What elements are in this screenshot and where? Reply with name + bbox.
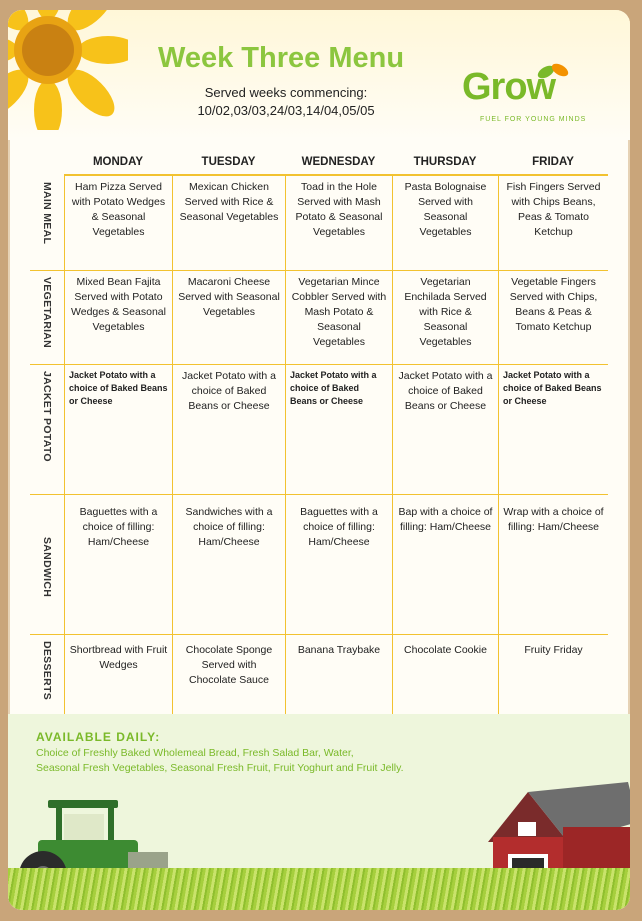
menu-cell: Sandwiches with a choice of filling: Ham/Cheese (172, 494, 285, 634)
row-label-jacket-potato (30, 364, 64, 494)
menu-cell: Banana Traybake (285, 634, 392, 720)
day-header: MONDAY (64, 150, 172, 176)
row-label-vegetarian (30, 270, 64, 364)
sunflower-icon (8, 10, 128, 130)
row-label-sandwich (30, 494, 64, 634)
corner-cell (30, 150, 64, 176)
menu-cell: Shortbread with Fruit Wedges (64, 634, 172, 720)
row-label-text: SANDWICH (41, 537, 53, 598)
daily-line: Seasonal Fresh Vegetables, Seasonal Fresh Fruit, Fruit Yoghurt and Fruit Jelly. (36, 762, 404, 774)
menu-cell: Fish Fingers Served with Chips Beans, Peas & Tomato Ketchup (498, 176, 608, 270)
logo-tagline: FUEL FOR YOUNG MINDS (480, 116, 587, 123)
row-label-desserts (30, 634, 64, 720)
menu-cell: Jacket Potato with a choice of Baked Beans or Cheese (285, 364, 392, 494)
grass-strip (8, 868, 630, 910)
menu-table (30, 150, 608, 720)
menu-cell: Vegetarian Mince Cobbler Served with Mash Potato & Seasonal Vegetables (285, 270, 392, 364)
menu-cell: Jacket Potato with a choice of Baked Beans or Cheese (172, 364, 285, 494)
day-header: TUESDAY (172, 150, 285, 176)
menu-cell: Jacket Potato with a choice of Baked Beans or Cheese (64, 364, 172, 494)
row-label-main-meal (30, 176, 64, 270)
daily-title: AVAILABLE DAILY: (36, 730, 161, 744)
menu-cell: Chocolate Sponge Served with Chocolate Sauce (172, 634, 285, 720)
menu-cell: Chocolate Cookie (392, 634, 498, 720)
day-header: FRIDAY (498, 150, 608, 176)
row-label-text: MAIN MEAL (41, 182, 53, 245)
served-weeks-dates: 10/02,03/03,24/03,14/04,05/05 (197, 103, 375, 118)
daily-line: Choice of Freshly Baked Wholemeal Bread, Fresh Salad Bar, Water, (36, 747, 354, 759)
menu-sheet (8, 10, 630, 910)
menu-cell: Jacket Potato with a choice of Baked Beans or Cheese (392, 364, 498, 494)
menu-cell: Vegetable Fingers Served with Chips, Beans & Peas & Tomato Ketchup (498, 270, 608, 364)
menu-cell: Pasta Bolognaise Served with Seasonal Vegetables (392, 176, 498, 270)
menu-cell: Bap with a choice of filling: Ham/Cheese (392, 494, 498, 634)
menu-cell: Vegetarian Enchilada Served with Rice & Seasonal Vegetables (392, 270, 498, 364)
menu-cell: Toad in the Hole Served with Mash Potato & Seasonal Vegetables (285, 176, 392, 270)
menu-cell: Fruity Friday (498, 634, 608, 720)
logo-word: Grow (462, 66, 556, 108)
menu-cell: Ham Pizza Served with Potato Wedges & Seasonal Vegetables (64, 176, 172, 270)
daily-text (36, 746, 596, 776)
served-weeks (176, 84, 396, 120)
day-header: THURSDAY (392, 150, 498, 176)
menu-cell: Baguettes with a choice of filling: Ham/Cheese (64, 494, 172, 634)
page-title: Week Three Menu (158, 42, 405, 74)
row-label-text: DESSERTS (41, 641, 53, 700)
grow-logo (460, 58, 620, 138)
menu-cell: Jacket Potato with a choice of Baked Beans or Cheese (498, 364, 608, 494)
menu-cell: Mixed Bean Fajita Served with Potato Wedges & Seasonal Vegetables (64, 270, 172, 364)
menu-cell: Baguettes with a choice of filling: Ham/Cheese (285, 494, 392, 634)
menu-cell: Macaroni Cheese Served with Seasonal Vegetables (172, 270, 285, 364)
row-label-text: JACKET POTATO (41, 371, 53, 462)
day-header: WEDNESDAY (285, 150, 392, 176)
menu-cell: Wrap with a choice of filling: Ham/Cheese (498, 494, 608, 634)
served-weeks-label: Served weeks commencing: (204, 85, 368, 100)
menu-cell: Mexican Chicken Served with Rice & Seasonal Vegetables (172, 176, 285, 270)
row-label-text: VEGETARIAN (41, 277, 53, 349)
